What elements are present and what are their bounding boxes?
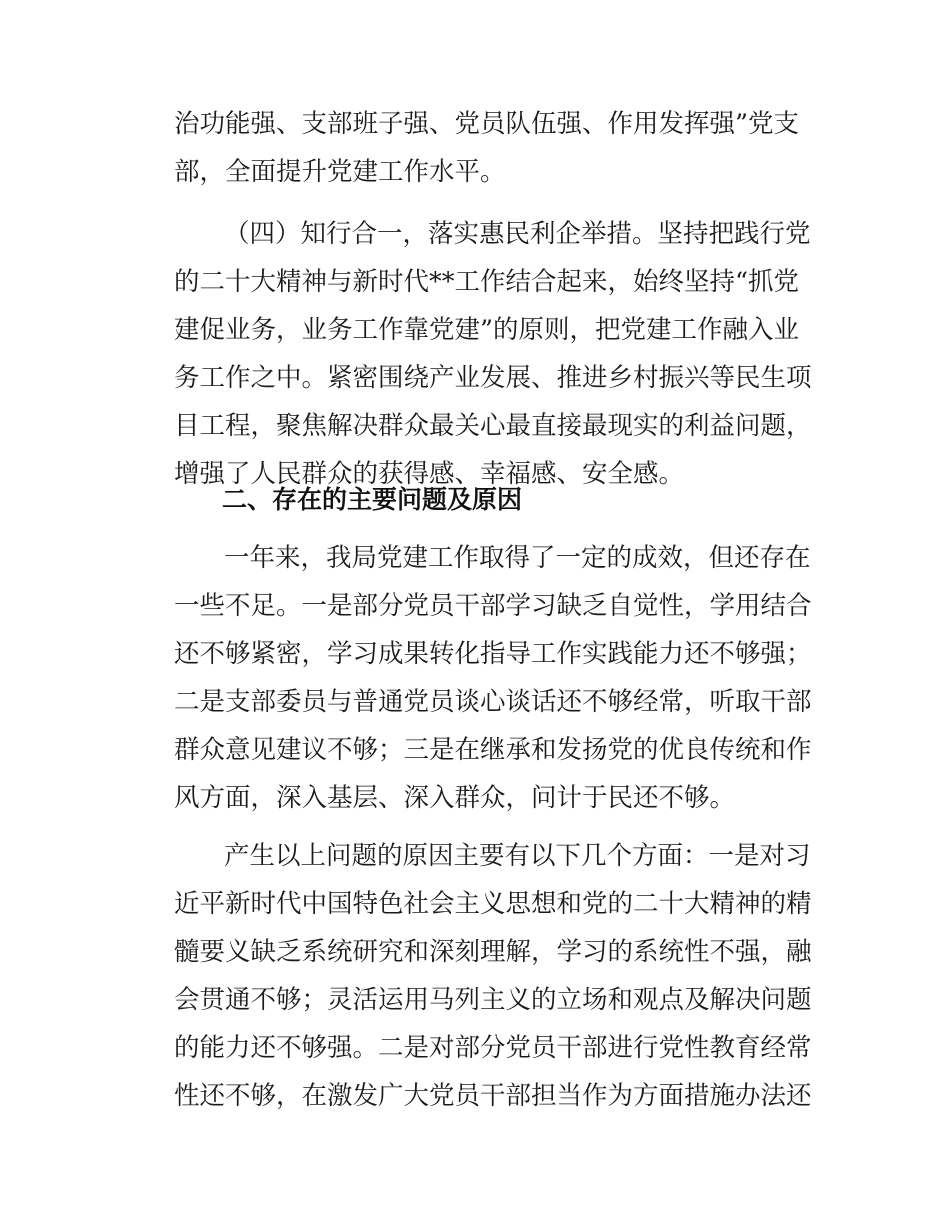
- paragraph-line: 群众意见建议不够；三是在继承和发扬党的优良传统和作: [174, 735, 812, 765]
- paragraph-line: （四）知行合一，落实惠民利企举措。坚持把践行党: [224, 219, 811, 249]
- paragraph-line: 会贯通不够；灵活运用马列主义的立场和观点及解决问题: [174, 985, 812, 1015]
- paragraph-line: 近平新时代中国特色社会主义思想和党的二十大精神的精: [174, 889, 812, 919]
- paragraph-line: 部，全面提升党建工作水平。: [174, 157, 506, 187]
- paragraph-line: 目工程，聚焦解决群众最关心最直接最现实的利益问题，: [174, 411, 812, 441]
- paragraph-line: 性还不够，在激发广大党员干部担当作为方面措施办法还: [174, 1081, 812, 1111]
- paragraph-line: 的能力还不够强。二是对部分党员干部进行党性教育经常: [174, 1033, 812, 1063]
- paragraph-line: 的二十大精神与新时代**工作结合起来，始终坚持“抓党: [174, 267, 800, 297]
- paragraph-line: 建促业务，业务工作靠党建”的原则，把党建工作融入业: [174, 315, 800, 345]
- paragraph-line: 风方面，深入基层、深入群众，问计于民还不够。: [174, 783, 736, 813]
- paragraph-line: 治功能强、支部班子强、党员队伍强、作用发挥强”党支: [174, 109, 800, 139]
- paragraph-line: 务工作之中。紧密围绕产业发展、推进乡村振兴等民生项: [174, 363, 812, 393]
- paragraph-line: 增强了人民群众的获得感、幸福感、安全感。: [174, 459, 685, 489]
- paragraph-line: 一些不足。一是部分党员干部学习缺乏自觉性，学用结合: [174, 591, 812, 621]
- paragraph-line: 髓要义缺乏系统研究和深刻理解，学习的系统性不强，融: [174, 937, 812, 967]
- paragraph-line: 还不够紧密，学习成果转化指导工作实践能力还不够强；: [174, 639, 812, 669]
- section-heading: 二、存在的主要问题及原因: [222, 485, 523, 514]
- paragraph-line: 二是支部委员与普通党员谈心谈话还不够经常，听取干部: [174, 687, 812, 717]
- paragraph-line: 一年来，我局党建工作取得了一定的成效，但还存在: [224, 543, 811, 573]
- paragraph-line: 产生以上问题的原因主要有以下几个方面：一是对习: [224, 841, 811, 871]
